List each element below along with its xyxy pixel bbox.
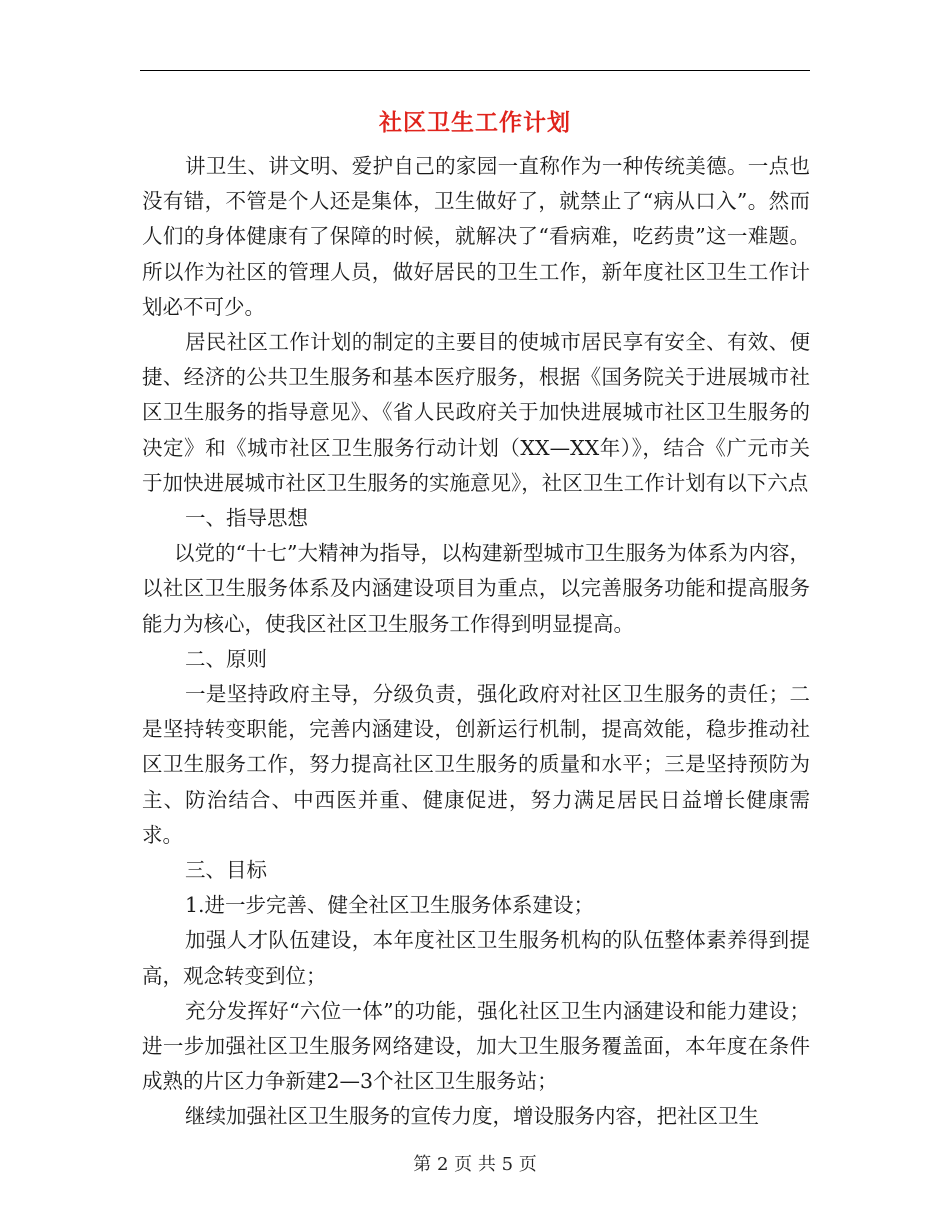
section-heading-principles: 二、原则: [185, 646, 267, 671]
document-body: [142, 149, 810, 1135]
paragraph-intro: 讲卫生、讲文明、爱护自己的家园一直称作为一种传统美德。一点也没有错，不管是个人还是集体，卫生做好了，就禁止了“病从口入”。然而人们的身体健康有了保障的时候，就解决了“看病难，吃药贵”这一难题。所以作为社区的管理人员，做好居民的卫生工作，新年度社区卫生工作计划必不可少。: [142, 154, 810, 319]
section-heading-goals: 三、目标: [185, 858, 267, 883]
goal-item-1: 1.进一步完善、健全社区卫生服务体系建设；: [185, 893, 595, 918]
page-number: 第 2 页 共 5 页: [413, 1154, 537, 1175]
paragraph-publicity: 继续加强社区卫生服务的宣传力度，增设服务内容，把社区卫生: [185, 1104, 759, 1129]
paragraph-six-in-one: 充分发挥好“六位一体”的功能，强化社区卫生内涵建设和能力建设；进一步加强社区卫生服务网络建设，加大卫生服务覆盖面，本年度在条件成熟的片区力争新建2—3个社区卫生服务站；: [142, 998, 810, 1094]
paragraph-purpose: 居民社区工作计划的制定的主要目的使城市居民享有安全、有效、便捷、经济的公共卫生服务和基本医疗服务，根据《国务院关于进展城市社区卫生服务的指导意见》、《省人民政府关于加快进展城市社区卫生服务的决定》和《城市社区卫生服务行动计划（XX—XX年）》，结合《广元市关于加快进展城市社区卫生服务的实施意见》，社区卫生工作计划有以下六点: [142, 330, 810, 495]
paragraph-talent: 加强人才队伍建设，本年度社区卫生服务机构的队伍整体素养得到提高，观念转变到位；: [142, 928, 810, 988]
paragraph-guiding-thought: 以党的“十七”大精神为指导，以构建新型城市卫生服务为体系为内容，以社区卫生服务体系及内涵建设项目为重点，以完善服务功能和提高服务能力为核心，使我区社区卫生服务工作得到明显提高。: [142, 541, 810, 636]
paragraph-principles: 一是坚持政府主导，分级负责，强化政府对社区卫生服务的责任；二是坚持转变职能，完善内涵建设，创新运行机制，提高效能，稳步推动社区卫生服务工作，努力提高社区卫生服务的质量和水平；三是坚持预防为主、防治结合、中西医并重、健康促进，努力满足居民日益增长健康需求。: [142, 682, 810, 847]
section-heading-guiding-thought: 一、指导思想: [185, 506, 308, 531]
header-rule: [140, 70, 810, 71]
document-title: 社区卫生工作计划: [379, 109, 571, 136]
